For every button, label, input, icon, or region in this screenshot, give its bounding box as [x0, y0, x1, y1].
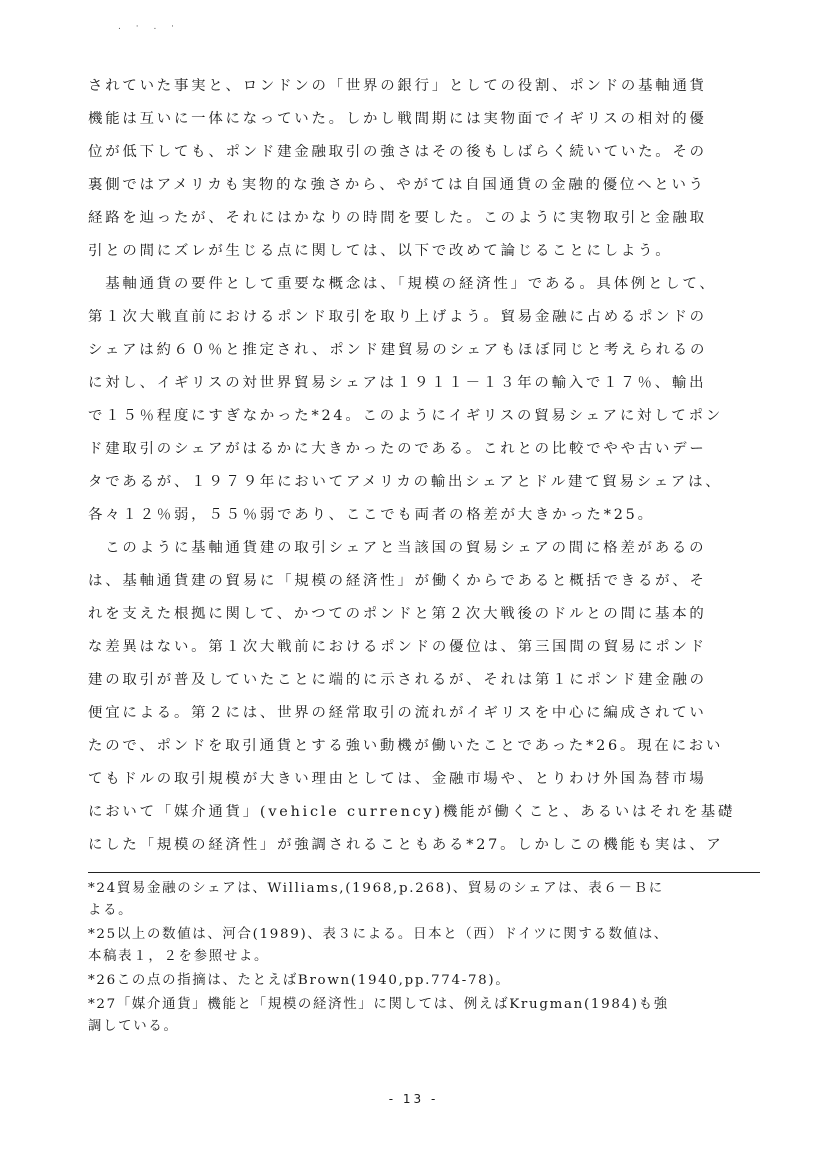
body-line: 引との間にズレが生じる点に関しては、以下で改めて論じることにしよう。 — [88, 243, 673, 259]
body-line: 各々１２％弱，５５％弱であり、ここでも両者の格差が大きかった*25。 — [88, 507, 655, 523]
body-line: 裏側ではアメリカも実物的な強さから、やがては自国通貨の金融的優位へという — [88, 177, 706, 193]
body-line: 建の取引が普及していたことに端的に示されるが、それは第１にポンド建金融の — [88, 672, 707, 688]
page-number: - 13 - — [388, 1092, 439, 1106]
body-line: されていた事実と、ロンドンの「世界の銀行」としての役割、ポンドの基軸通貨 — [88, 78, 707, 94]
body-line: な差異はない。第１次大戦前におけるポンドの優位は、第三国間の貿易にポンド — [88, 639, 707, 655]
body-line: において「媒介通貨」(vehicle currency)機能が働くこと、あるいはそれを基礎 — [88, 804, 736, 820]
body-line: 第１次大戦直前におけるポンド取引を取り上げよう。貿易金融に占めるポンドの — [88, 309, 707, 325]
footnote-divider — [88, 872, 760, 873]
footnote-line: 調している。 — [88, 1019, 179, 1034]
footnote-line: *26この点の指摘は、たとえばBrown(1940,pp.774-78)。 — [88, 973, 511, 988]
body-line: 基軸通貨の要件として重要な概念は、「規模の経済性」である。具体例として、 — [88, 276, 717, 292]
body-line: たので、ポンドを取引通貨とする強い動機が働いたことであった*26。現在におい — [88, 738, 724, 754]
body-line: 位が低下しても、ポンド建金融取引の強さはその後もしばらく続いていた。その — [88, 144, 707, 160]
scan-marks: . · . · — [118, 22, 181, 32]
footnote-line: よる。 — [88, 903, 134, 918]
body-line: 機能は互いに一体になっていた。しかし戦間期には実物面でイギリスの相対的優 — [88, 111, 707, 127]
body-line: にした「規模の経済性」が強調されることもある*27。しかしこの機能も実は、ア — [88, 837, 724, 853]
body-line: で１５％程度にすぎなかった*24。このようにイギリスの貿易シェアに対してポン — [88, 408, 724, 424]
footnote-line: *24貿易金融のシェアは、Williams,(1968,p.268)、貿易のシェアは、表６－Ｂに — [88, 881, 664, 896]
body-line: タであるが、１９７９年においてアメリカの輸出シェアとドル建て貿易シェアは、 — [88, 474, 723, 490]
footnote-line: *27「媒介通貨」機能と「規模の経済性」に関しては、例えばKrugman(1984)も強 — [88, 997, 669, 1012]
body-line: シェアは約６０％と推定され、ポンド建貿易のシェアもほぼ同じと考えられるの — [88, 342, 708, 358]
body-line: に対し、イギリスの対世界貿易シェアは１９１１－１３年の輸入で１７％、輸出 — [88, 375, 707, 391]
footnote-line: *25以上の数値は、河合(1989)、表３による。日本と（西）ドイツに関する数値は、 — [88, 927, 669, 942]
body-line: 便宜による。第２には、世界の経常取引の流れがイギリスを中心に編成されてい — [88, 705, 707, 721]
body-line: ド建取引のシェアがはるかに大きかったのである。これとの比較でやや古いデー — [88, 441, 707, 457]
body-line: このように基軸通貨建の取引シェアと当該国の貿易シェアの間に格差があるの — [88, 540, 707, 556]
body-line: れを支えた根拠に関して、かつてのポンドと第２次大戦後のドルとの間に基本的 — [88, 606, 707, 622]
body-line: 経路を辿ったが、それにはかなりの時間を要した。このように実物取引と金融取 — [88, 210, 707, 226]
body-line: は、基軸通貨建の貿易に「規模の経済性」が働くからであると概括できるが、そ — [88, 573, 707, 589]
body-line: てもドルの取引規模が大きい理由としては、金融市場や、とりわけ外国為替市場 — [88, 771, 707, 787]
footnote-line: 本稿表１，２を参照せよ。 — [88, 949, 270, 964]
